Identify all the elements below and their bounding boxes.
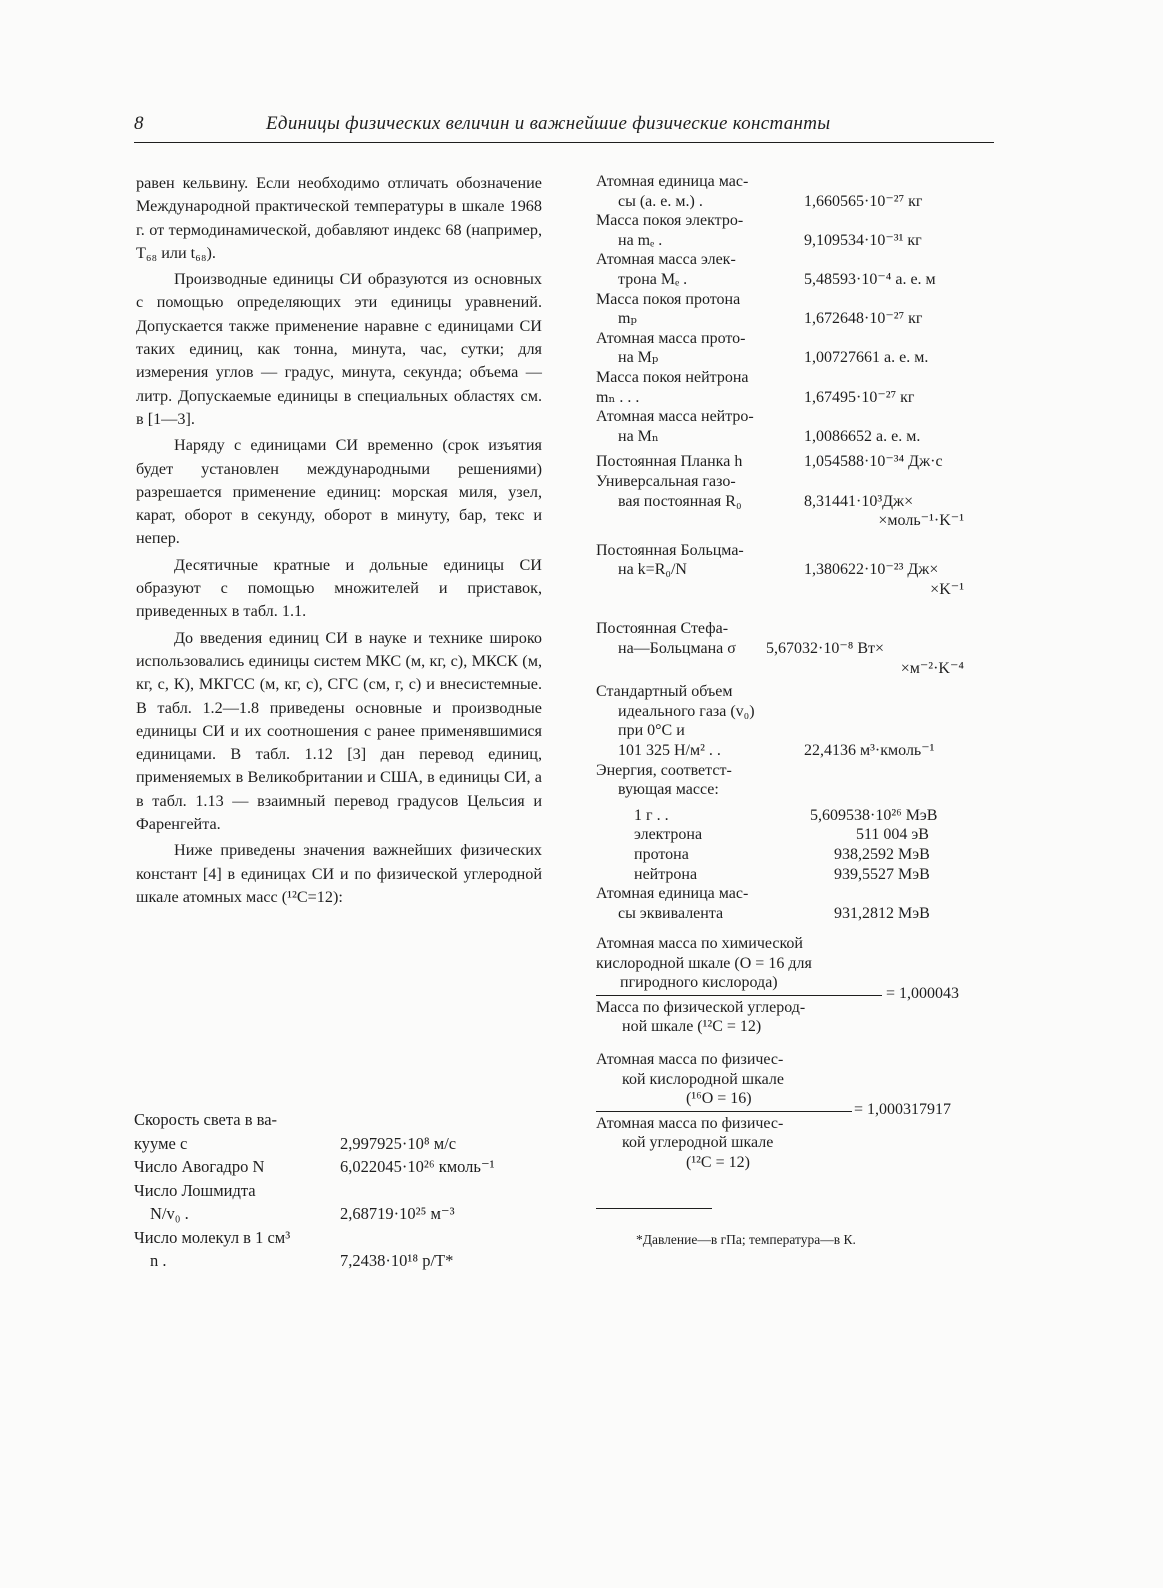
constant-name: на mₑ . <box>618 231 663 249</box>
constant-value: 7,2438·10¹⁸ p/T* <box>340 1251 454 1270</box>
footnote: *Давление—в гПа; температура—в К. <box>636 1232 856 1247</box>
constant-row <box>596 172 996 211</box>
constant-row <box>596 407 996 446</box>
footnote-rule <box>596 1208 712 1209</box>
constant-value: 2,68719·10²⁵ м⁻³ <box>340 1204 455 1223</box>
constant-row <box>596 290 996 329</box>
constant-value-cont: ×м⁻²·K⁻⁴ <box>900 659 964 677</box>
constant-name: кууме c <box>134 1133 188 1153</box>
constant-row <box>596 619 996 678</box>
constant-row <box>134 1155 554 1179</box>
constant-name: сы эквивалента <box>618 904 724 922</box>
constant-name: Число Лошмидта <box>134 1180 256 1200</box>
standard-volume <box>596 682 996 760</box>
fraction-line: кой углеродной шкале <box>622 1134 774 1152</box>
left-column-text <box>136 172 542 909</box>
constant-name: сы (а. е. м.) . <box>618 192 703 210</box>
constant-name: вая постоянная R₀ <box>618 492 742 510</box>
constant-name: Атомная масса прото- <box>596 329 746 347</box>
fraction-numerator <box>596 934 886 993</box>
constant-row <box>596 452 996 472</box>
constant-name: на k=R₀/N <box>618 561 687 579</box>
constant-row <box>596 472 996 531</box>
energy-label: электрона <box>634 826 703 844</box>
constant-name: трона Mₑ . <box>618 270 688 288</box>
constant-name: Атомная масса элек- <box>596 251 736 269</box>
fraction-denominator <box>596 1114 886 1173</box>
constant-value: 8,31441·10³Дж× <box>804 492 914 510</box>
constant-name: Стандартный объем <box>596 683 733 701</box>
page-header <box>134 113 994 143</box>
constant-value: 1,672648·10⁻²⁷ кг <box>804 310 923 328</box>
constant-name: Постоянная Больцма- <box>596 541 744 559</box>
constant-name: Атомная масса нейтро- <box>596 408 754 426</box>
constant-name: на Mₚ <box>618 349 659 367</box>
page-number: 8 <box>134 113 144 134</box>
energy-value: 938,2592 МэВ <box>834 846 930 863</box>
constant-name: mₙ . . . <box>596 388 640 406</box>
constant-row <box>596 368 996 407</box>
fraction-line: кислородной шкале (O = 16 для <box>596 954 812 972</box>
fraction-line: ной шкале (¹²C = 12) <box>622 1018 762 1036</box>
constant-value: 9,109534·10⁻³¹ кг <box>804 231 922 249</box>
constant-name: Атомная единица мас- <box>596 885 749 903</box>
constant-name: при 0°C и <box>618 722 685 740</box>
paragraph: До введения единиц СИ в науке и технике широко использовались единицы систем МКС (м, кг, с), МКСК (м, кг, с, К), МКГСС (м, кг, с), СГС (см, г, с) и внесистемные. В табл. 1.2—1.8 приведены основные и производные единицы СИ и их соотношения с ранее применявшимися единицами. В табл. 1.12 [3] дан перевод единиц, применяемых в Великобритании и США, в единицы СИ, а в табл. 1.13 — взаимный перевод градусов Цельсия и Фаренгейта. <box>136 628 542 834</box>
constant-row <box>134 1179 554 1226</box>
energy-value: 511 004 эВ <box>856 826 929 844</box>
energy-label: протона <box>634 846 689 863</box>
fraction-numerator <box>596 1050 886 1109</box>
fraction-denominator <box>596 998 886 1037</box>
constant-name: вующая массе: <box>618 781 719 799</box>
constant-row <box>596 329 996 368</box>
fraction-line: (¹⁶O = 16) <box>686 1090 752 1108</box>
paragraph: Производные единицы СИ образуются из основных с помощью определяющих эти единицы уравнений. Допускается также применение наравне с единицами СИ таких единиц, как тонна, минута, час, сутки; для измерения углов — градус, минута, секунда; объема — литр. Допускаемые единицы в специальных областях см. в [1—3]. <box>136 270 542 428</box>
constant-value: 6,022045·10²⁶ кмоль⁻¹ <box>340 1157 495 1176</box>
constant-name: Атомная единица мас- <box>596 173 749 190</box>
energy-label: нейтрона <box>634 865 698 883</box>
paragraph: Десятичные кратные и дольные единицы СИ образуют с помощью множителей и приставок, приведенных в табл. 1.1. <box>136 555 542 621</box>
constant-name: Универсальная газо- <box>596 472 736 490</box>
constant-name: mₚ <box>618 310 637 328</box>
constant-row <box>596 541 996 600</box>
fraction-value: = 1,000317917 <box>854 1101 952 1118</box>
energy-value: 939,5527 МэВ <box>834 865 930 883</box>
constant-value: 1,380622·10⁻²³ Дж× <box>804 561 939 579</box>
constant-row <box>134 1108 554 1155</box>
constant-name: N/v₀ . <box>150 1204 189 1223</box>
fraction-line: Атомная масса по физичес- <box>596 1114 784 1132</box>
mass-ratio-fraction-2 <box>596 1050 996 1173</box>
constant-row <box>134 1226 554 1273</box>
header-rule <box>134 142 994 143</box>
right-constants-table <box>596 172 996 923</box>
energy-value: 931,2812 МэВ <box>834 904 930 922</box>
constant-name: 101 325 Н/м² . . <box>618 742 721 760</box>
energy-block <box>596 761 996 924</box>
constant-name: на Mₙ <box>618 427 659 445</box>
energy-value: 5,609538·10²⁶ МэВ <box>810 806 938 824</box>
constant-value: 5,48593·10⁻⁴ а. е. м <box>804 270 936 288</box>
constant-value: 1,67495·10⁻²⁷ кг <box>804 388 915 406</box>
constant-name: Масса покоя нейтрона <box>596 368 749 386</box>
fraction-line: кой кислородной шкале <box>622 1070 784 1088</box>
constant-row <box>596 250 996 289</box>
constant-value: 1,054588·10⁻³⁴ Дж·с <box>804 453 943 471</box>
constant-value: 5,67032·10⁻⁸ Вт× <box>766 640 885 658</box>
paragraph: Ниже приведены значения важнейших физических констант [4] в единицах СИ и по физической углеродной шкале атомных масс (¹²C=12): <box>136 841 542 906</box>
fraction-line: Атомная масса по физичес- <box>596 1051 784 1068</box>
constant-name: Скорость света в ва- <box>134 1110 278 1129</box>
constant-name: Постоянная Стефа- <box>596 620 729 638</box>
constant-name: Число Авогадро N <box>134 1157 265 1176</box>
constant-value: 2,997925·10⁸ м/с <box>340 1133 457 1153</box>
constant-value-cont: ×K⁻¹ <box>930 580 964 598</box>
constant-name: Масса покоя протона <box>596 290 741 308</box>
constant-name: Число молекул в 1 см³ <box>134 1227 291 1247</box>
constant-row <box>596 211 996 250</box>
left-constants-table <box>134 1108 554 1273</box>
paragraph: равен кельвину. Если необходимо отличать обозначение Международной практической температуры в шкале 1968 г. от термодинамической, добавляют индекс 68 (например, T₆₈ или t₆₈). <box>136 174 542 262</box>
fraction-value: = 1,000043 <box>886 985 960 1002</box>
constant-value: 1,00727661 а. е. м. <box>804 349 929 367</box>
paragraph: Наряду с единицами СИ временно (срок изъятия будет установлен международными решениями) разрешается применение единиц: морская миля, узел, карат, оборот в секунду, оборот в минуту, бар, текс и непер. <box>136 436 542 548</box>
constant-name: Масса покоя электро- <box>596 212 744 230</box>
constant-value-cont: ×моль⁻¹·K⁻¹ <box>878 512 964 530</box>
fraction-rule <box>596 1111 852 1112</box>
fraction-line: (¹²C = 12) <box>686 1153 750 1171</box>
fraction-line: Масса по физической углерод- <box>596 998 806 1016</box>
constant-name: на—Больцмана σ <box>618 640 736 658</box>
constant-name: Постоянная Планка h <box>596 453 743 471</box>
energy-label: 1 г . . <box>634 806 669 824</box>
fraction-line: Атомная масса по химической <box>596 935 803 952</box>
constant-name: идеального газа (v₀) <box>618 702 755 720</box>
constant-value: 1,0086652 а. е. м. <box>804 427 921 445</box>
constant-name: Энергия, соответст- <box>596 761 732 779</box>
constant-name: n . <box>150 1251 167 1270</box>
constant-value: 1,660565·10⁻²⁷ кг <box>804 192 923 210</box>
fraction-line: пгиродного кислорода) <box>620 974 778 992</box>
mass-ratio-fraction-1 <box>596 934 996 1037</box>
running-title: Единицы физических величин и важнейшие физические константы <box>266 113 831 134</box>
constant-value: 22,4136 м³·кмоль⁻¹ <box>804 742 935 760</box>
fraction-rule <box>596 995 882 996</box>
